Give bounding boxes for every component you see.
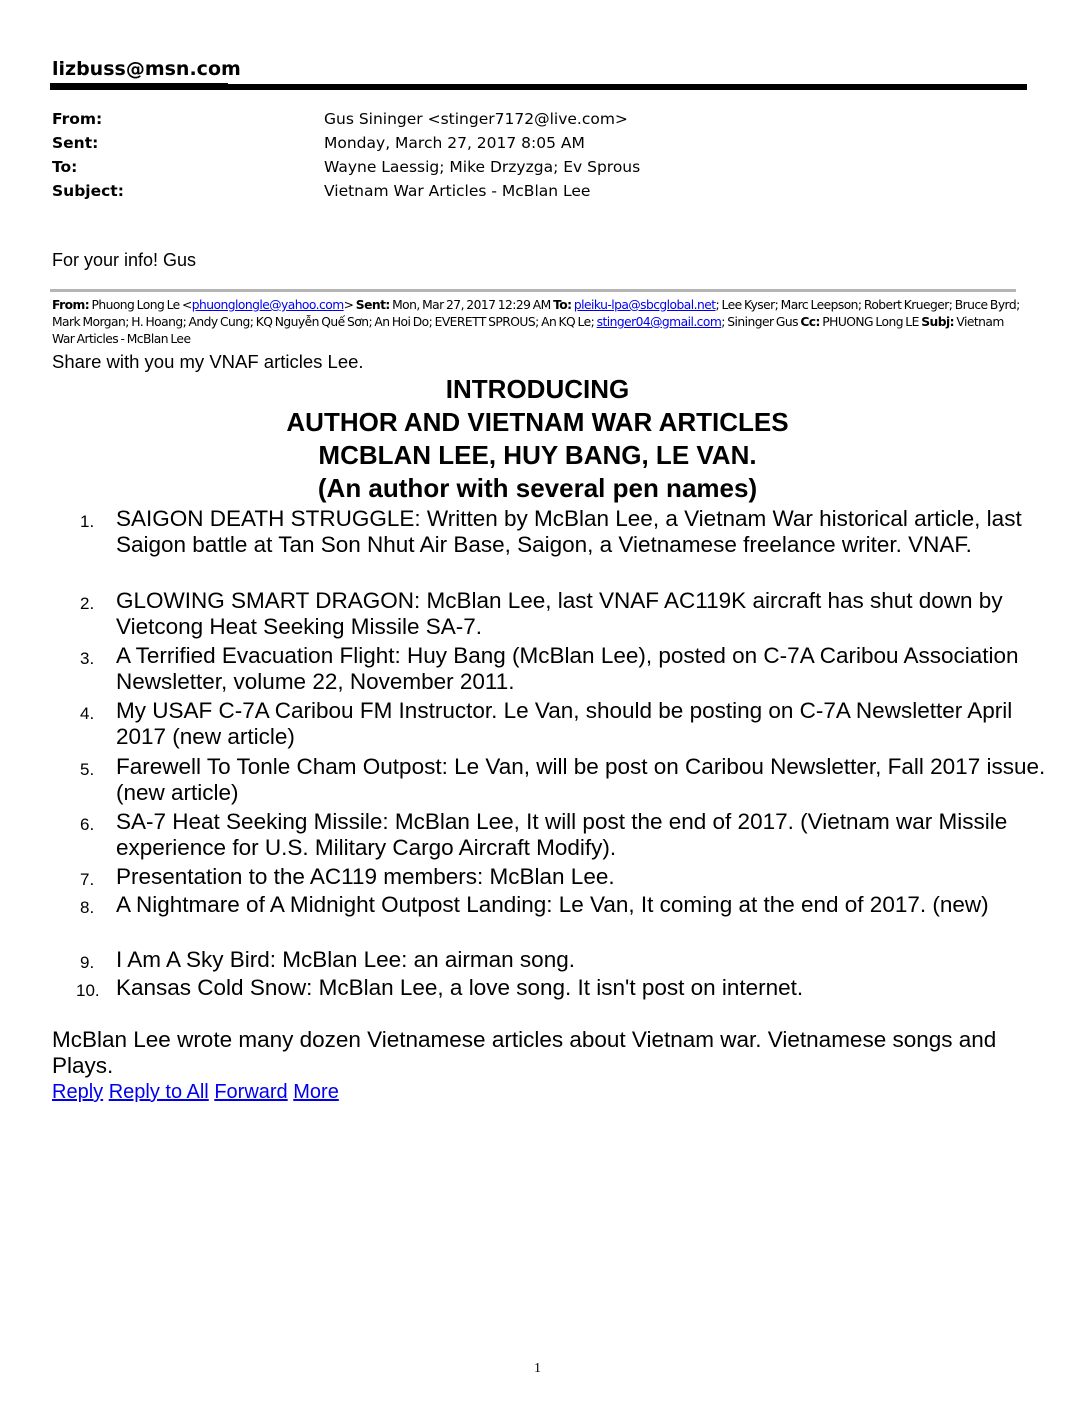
fwd-sent-label: Sent:: [355, 298, 390, 312]
forward-link[interactable]: Forward: [214, 1081, 288, 1103]
fwd-from-close: >: [343, 298, 354, 312]
list-item-number: 1.: [80, 512, 95, 531]
headline-author-articles: AUTHOR AND VIETNAM WAR ARTICLES: [286, 407, 789, 437]
forward-separator: [50, 289, 1016, 292]
fwd-subj-value: Vietnam War Articles - McBlan Lee: [52, 315, 1004, 346]
email-actions: [52, 1081, 339, 1104]
fwd-cc-label: Cc:: [800, 315, 820, 329]
list-item-number: 5.: [80, 760, 95, 779]
fwd-subj-label: Subj:: [921, 315, 954, 329]
fwd-from-email-link[interactable]: phuonglongle@yahoo.com: [191, 298, 344, 312]
mailbox-owner-email: lizbuss@msn.com: [52, 58, 241, 80]
fwd-from-label: From:: [52, 298, 90, 312]
subject-value: Vietnam War Articles - McBlan Lee: [324, 182, 591, 200]
fwd-to-label: To:: [553, 298, 572, 312]
list-item-text: SA-7 Heat Seeking Missile: McBlan Lee, It will post the end of 2017. (Vietnam war Missile experience for U.S. Military Cargo Aircraft Modify).: [116, 809, 1008, 860]
list-item-text: SAIGON DEATH STRUGGLE: Written by McBlan Lee, a Vietnam War historical article, last Saigon battle at Tan Son Nhut Air Base, Saigon, a Vietnamese freelance writer. VNAF.: [116, 506, 1022, 557]
list-item-number: 9.: [80, 953, 95, 972]
reply-link[interactable]: Reply: [52, 1081, 104, 1103]
share-text: Share with you my VNAF articles Lee.: [52, 351, 364, 372]
fwd-to-email-link-2[interactable]: stinger04@gmail.com: [596, 315, 722, 329]
headline-introducing: INTRODUCING: [445, 374, 630, 404]
fwd-from-name: Phuong Long Le <: [91, 298, 192, 312]
list-item-text: A Nightmare of A Midnight Outpost Landing: Le Van, It coming at the end of 2017. (new): [116, 892, 989, 917]
more-link[interactable]: More: [293, 1081, 339, 1103]
headline-pen-names: (An author with several pen names): [317, 473, 758, 503]
closing-text: McBlan Lee wrote many dozen Vietnamese articles about Vietnam war. Vietnamese songs and Plays.: [52, 1027, 997, 1078]
list-item-number: 6.: [80, 815, 95, 834]
list-item-text: A Terrified Evacuation Flight: Huy Bang (McBlan Lee), posted on C-7A Caribou Association Newsletter, volume 22, November 2011.: [116, 643, 1019, 694]
list-item-number: 3.: [80, 649, 95, 668]
fwd-sent-value: Mon, Mar 27, 2017 12:29 AM: [392, 298, 551, 312]
list-item-number: 2.: [80, 594, 95, 613]
subject-label: Subject:: [52, 182, 124, 200]
from-value: Gus Sininger <stinger7172@live.com>: [324, 110, 628, 128]
intro-text: For your info! Gus: [52, 250, 197, 270]
fwd-cc-value: PHUONG Long LE: [822, 315, 919, 329]
forwarded-header: [52, 297, 1022, 348]
page-number: 1: [534, 1361, 541, 1376]
to-value: Wayne Laessig; Mike Drzyzga; Ev Sprous: [324, 158, 641, 176]
headline-names: MCBLAN LEE, HUY BANG, LE VAN.: [318, 440, 757, 470]
list-item-text: I Am A Sky Bird: McBlan Lee: an airman song.: [116, 947, 575, 972]
list-item-number: 8.: [80, 898, 95, 917]
reply-all-link[interactable]: Reply to All: [108, 1081, 209, 1103]
list-item-number: 10.: [76, 981, 100, 1000]
list-item-text: GLOWING SMART DRAGON: McBlan Lee, last VNAF AC119K aircraft has shut down by Vietcong Heat Seeking Missile SA-7.: [116, 588, 1003, 639]
list-item-text: Presentation to the AC119 members: McBlan Lee.: [116, 864, 615, 889]
from-label: From:: [52, 110, 103, 128]
fwd-to-recipients: ; Lee Kyser; Marc Leepson; Robert Krueger; Bruce Byrd; Mark Morgan; H. Hoang; Andy Cung; KQ Nguyễn Quế Sơn; An Hoi Do; EVERETT SPROUS; An KQ Le;: [52, 298, 1020, 329]
fwd-to-end: ; Sininger Gus: [721, 315, 798, 329]
header-divider: [50, 84, 1027, 90]
to-label: To:: [52, 158, 78, 176]
sent-value: Monday, March 27, 2017 8:05 AM: [324, 134, 585, 152]
list-item-number: 4.: [80, 704, 95, 723]
fwd-to-email-link-1[interactable]: pleiku-lpa@sbcglobal.net: [573, 298, 716, 312]
sent-label: Sent:: [52, 134, 99, 152]
list-item-text: Kansas Cold Snow: McBlan Lee, a love song. It isn't post on internet.: [116, 975, 804, 1000]
list-item-text: My USAF C-7A Caribou FM Instructor. Le Van, should be posting on C-7A Newsletter April 2017 (new article): [116, 698, 1013, 749]
list-item-text: Farewell To Tonle Cham Outpost: Le Van, will be post on Caribou Newsletter, Fall 2017 issue. (new article): [116, 754, 1046, 805]
list-item-number: 7.: [80, 870, 95, 889]
